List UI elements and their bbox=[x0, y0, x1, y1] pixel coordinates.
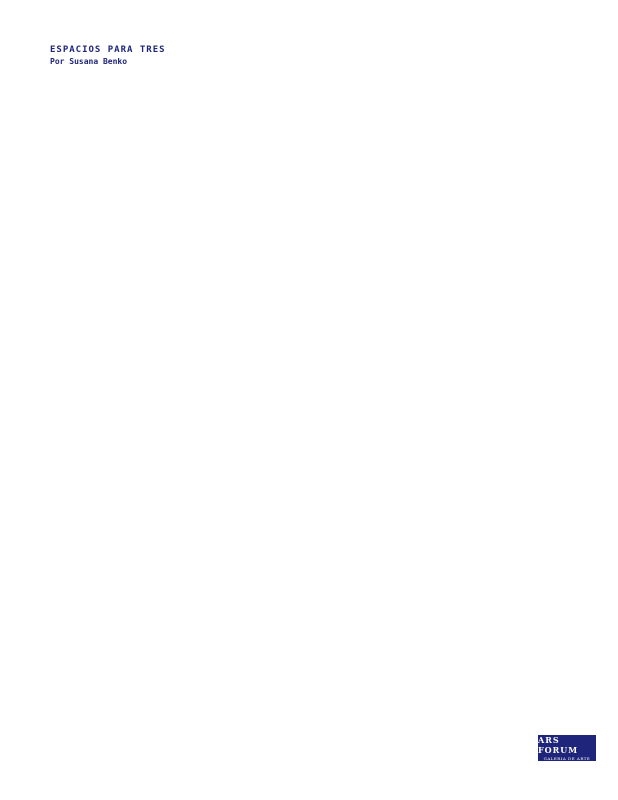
logo-name: ARS FORUM bbox=[538, 735, 579, 755]
document-byline: Por Susana Benko bbox=[50, 57, 128, 66]
document-title: ESPACIOS PARA TRES bbox=[50, 45, 166, 55]
document-body bbox=[50, 72, 565, 742]
ars-forum-logo bbox=[538, 735, 596, 761]
logo-subtitle: GALERIA DE ARTE bbox=[543, 756, 591, 761]
